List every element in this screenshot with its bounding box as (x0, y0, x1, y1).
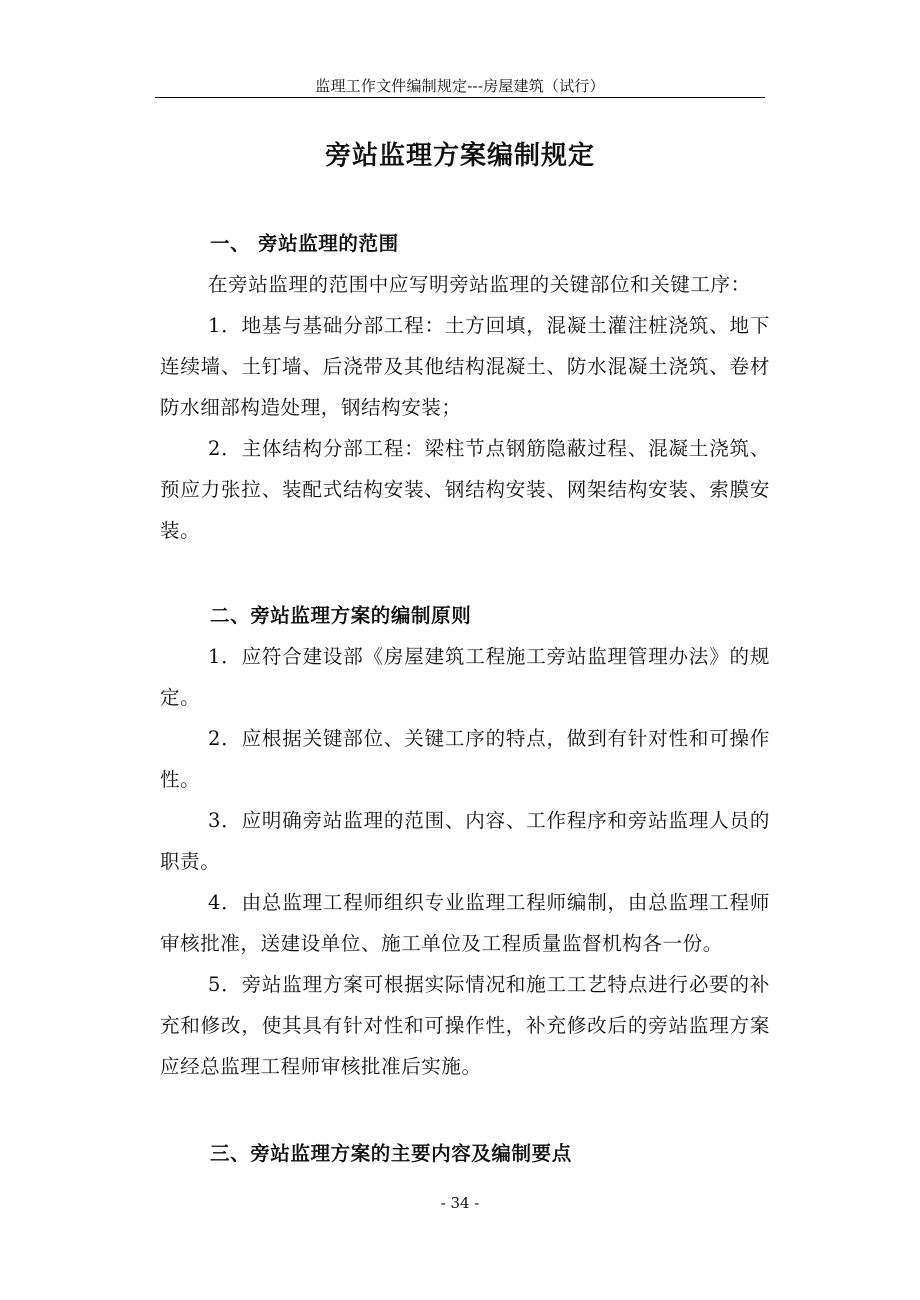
paragraph: 在旁站监理的范围中应写明旁站监理的关键部位和关键工序： (208, 273, 751, 296)
paragraph: 2．主体结构分部工程：梁柱节点钢筋隐蔽过程、混凝土浇筑、预应力张拉、装配式结构安装、钢结构安装、网架结构安装、索膜安装。 (160, 437, 770, 542)
section-heading (160, 595, 770, 636)
document-title: 旁站监理方案编制规定 (324, 141, 595, 171)
header-rule (155, 97, 765, 98)
paragraph: 4．由总监理工程师组织专业监理工程师编制，由总监理工程师审核批准，送建设单位、施工单位及工程质量监督机构各一份。 (160, 891, 770, 955)
section-number: 二、 (210, 604, 251, 627)
section-number: 一、 (210, 232, 251, 255)
paragraph: 1．地基与基础分部工程：土方回填，混凝土灌注桩浇筑、地下连续墙、土钉墙、后浇带及其他结构混凝土、防水混凝土浇筑、卷材防水细部构造处理，钢结构安装； (160, 314, 770, 419)
paragraph: 5．旁站监理方案可根据实际情况和施工工艺特点进行必要的补充和修改，使其具有针对性和可操作性，补充修改后的旁站监理方案应经总监理工程师审核批准后实施。 (160, 973, 770, 1078)
section-heading (160, 223, 770, 264)
paragraph: 3．应明确旁站监理的范围、内容、工作程序和旁站监理人员的职责。 (160, 809, 770, 873)
section-heading (160, 1133, 770, 1174)
section-number: 三、 (210, 1142, 251, 1165)
paragraph: 1．应符合建设部《房屋建筑工程施工旁站监理管理办法》的规定。 (160, 645, 770, 709)
section-heading-text: 旁站监理方案的主要内容及编制要点 (250, 1142, 572, 1165)
section-scope (160, 223, 770, 551)
paragraph: 2．应根据关键部位、关键工序的特点，做到有针对性和可操作性。 (160, 727, 770, 791)
page-number: - 34 - (440, 1194, 480, 1212)
section-heading-text: 旁站监理的范围 (258, 232, 399, 255)
running-header: 监理工作文件编制规定---房屋建筑（试行） (315, 77, 605, 95)
section-contents (160, 1133, 770, 1174)
section-heading-text: 旁站监理方案的编制原则 (250, 604, 472, 627)
section-principles (160, 595, 770, 1087)
